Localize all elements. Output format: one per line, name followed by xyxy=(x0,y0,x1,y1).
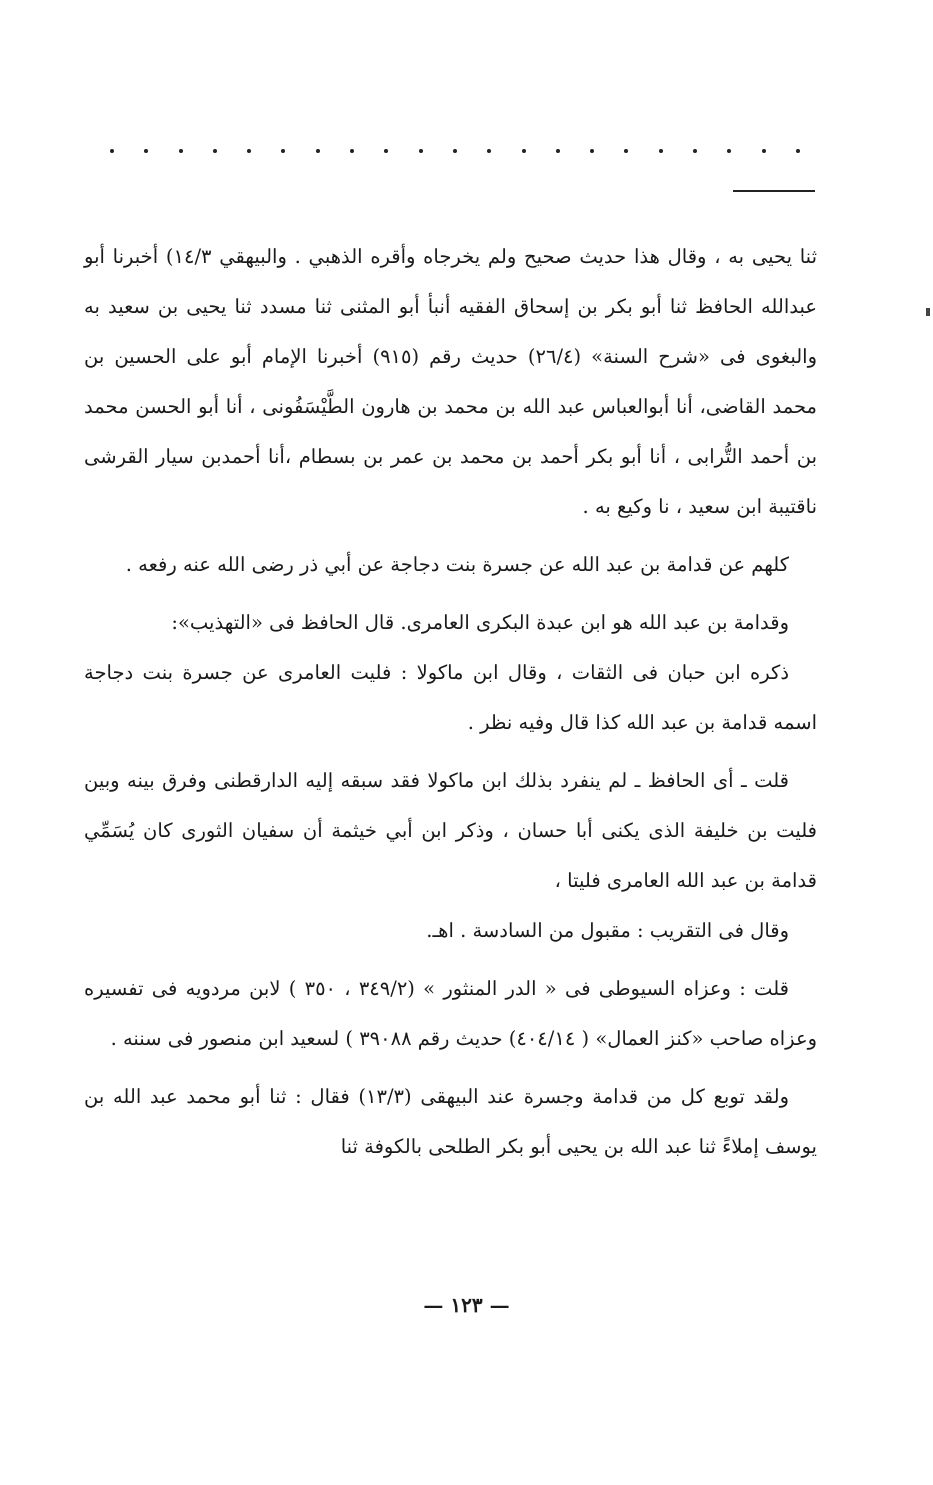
separator-dot xyxy=(144,149,148,153)
separator-dot xyxy=(419,149,423,153)
page-number: — ١٢٣ — xyxy=(423,1293,510,1317)
separator-dot xyxy=(487,149,491,153)
separator-dot xyxy=(624,149,628,153)
page-body xyxy=(84,232,817,1172)
separator-dot xyxy=(522,149,526,153)
separator-dots xyxy=(110,143,800,159)
paragraph-corroboration: ولقد توبع كل من قدامة وجسرة عند البيهقى (١٣/٣) فقال : ثنا أبو محمد عبد الله بن يوسف إملاءً ثنا عبد الله بن يحيى أبو بكر الطلحى بالكوفة ثنا xyxy=(84,1085,817,1158)
paragraph-attribution: قلت : وعزاه السيوطى فى « الدر المنثور » (٣٤٩/٢ ، ٣٥٠ ) لابن مردويه فى تفسيره وعزاه صاحب «كنز العمال» ( ٤٠٤/١٤) حديث رقم ٣٩٠٨٨ ) لسعيد ابن منصور فى سننه . xyxy=(84,977,817,1050)
separator-dot xyxy=(453,149,457,153)
separator-dot xyxy=(727,149,731,153)
paragraph-narrator: وقدامة بن عبد الله هو ابن عبدة البكرى العامرى. قال الحافظ فى «التهذيب»: xyxy=(171,611,789,634)
separator-dot xyxy=(762,149,766,153)
separator-dot xyxy=(796,149,800,153)
separator-dot xyxy=(350,149,354,153)
paragraph-hafiz-note: قلت ـ أى الحافظ ـ لم ينفرد بذلك ابن ماكولا فقد سبقه إليه الدارقطنى وفرق بينه وبين فليت بن خليفة الذى يكنى أبا حسان ، وذكر ابن أبي خيثمة أن سفيان الثورى كان يُسَمِّي قدامة بن عبد الله العامرى فليتا ، xyxy=(84,769,817,892)
separator-dot xyxy=(590,149,594,153)
separator-dot xyxy=(384,149,388,153)
separator-dot xyxy=(179,149,183,153)
separator-dot xyxy=(693,149,697,153)
paragraph-taqrib: وقال فى التقريب : مقبول من السادسة . اهـ. xyxy=(426,919,789,942)
separator-dot xyxy=(110,149,114,153)
separator-dot xyxy=(281,149,285,153)
separator-dot xyxy=(659,149,663,153)
separator-dot xyxy=(556,149,560,153)
margin-mark xyxy=(926,308,930,316)
paragraph-tahdhib-quote: ذكره ابن حبان فى الثقات ، وقال ابن ماكولا : فليت العامرى عن جسرة بنت دجاجة اسمه قدامة بن عبد الله كذا قال وفيه نظر . xyxy=(84,661,817,734)
separator-dot xyxy=(316,149,320,153)
separator-dot xyxy=(213,149,217,153)
separator-dot xyxy=(247,149,251,153)
paragraph-sources: ثنا يحيى به ، وقال هذا حديث صحيح ولم يخرجاه وأقره الذهبي . والبيهقي ١٤/٣) أخبرنا أبو عبدالله الحافظ ثنا أبو بكر بن إسحاق الفقيه أنبأ أبو المثنى ثنا مسدد ثنا يحيى بن سعيد به والبغوى فى «شرح السنة» (٢٦/٤) حديث رقم (٩١٥) أخبرنا الإمام أبو على الحسين بن محمد القاضى، أنا أبوالعباس عبد الله بن محمد بن هارون الطَّيْسَفُونى ، أنا أبو الحسن محمد بن أحمد التُّرابى ، أنا أبو بكر أحمد بن محمد بن عمر بن بسطام ،أنا أحمدبن سيار القرشى ناقتيبة ابن سعيد ، نا وكيع به . xyxy=(84,245,817,518)
paragraph-chain: كلهم عن قدامة بن عبد الله عن جسرة بنت دجاجة عن أبي ذر رضى الله عنه رفعه . xyxy=(125,553,789,576)
header-rule xyxy=(733,190,815,192)
